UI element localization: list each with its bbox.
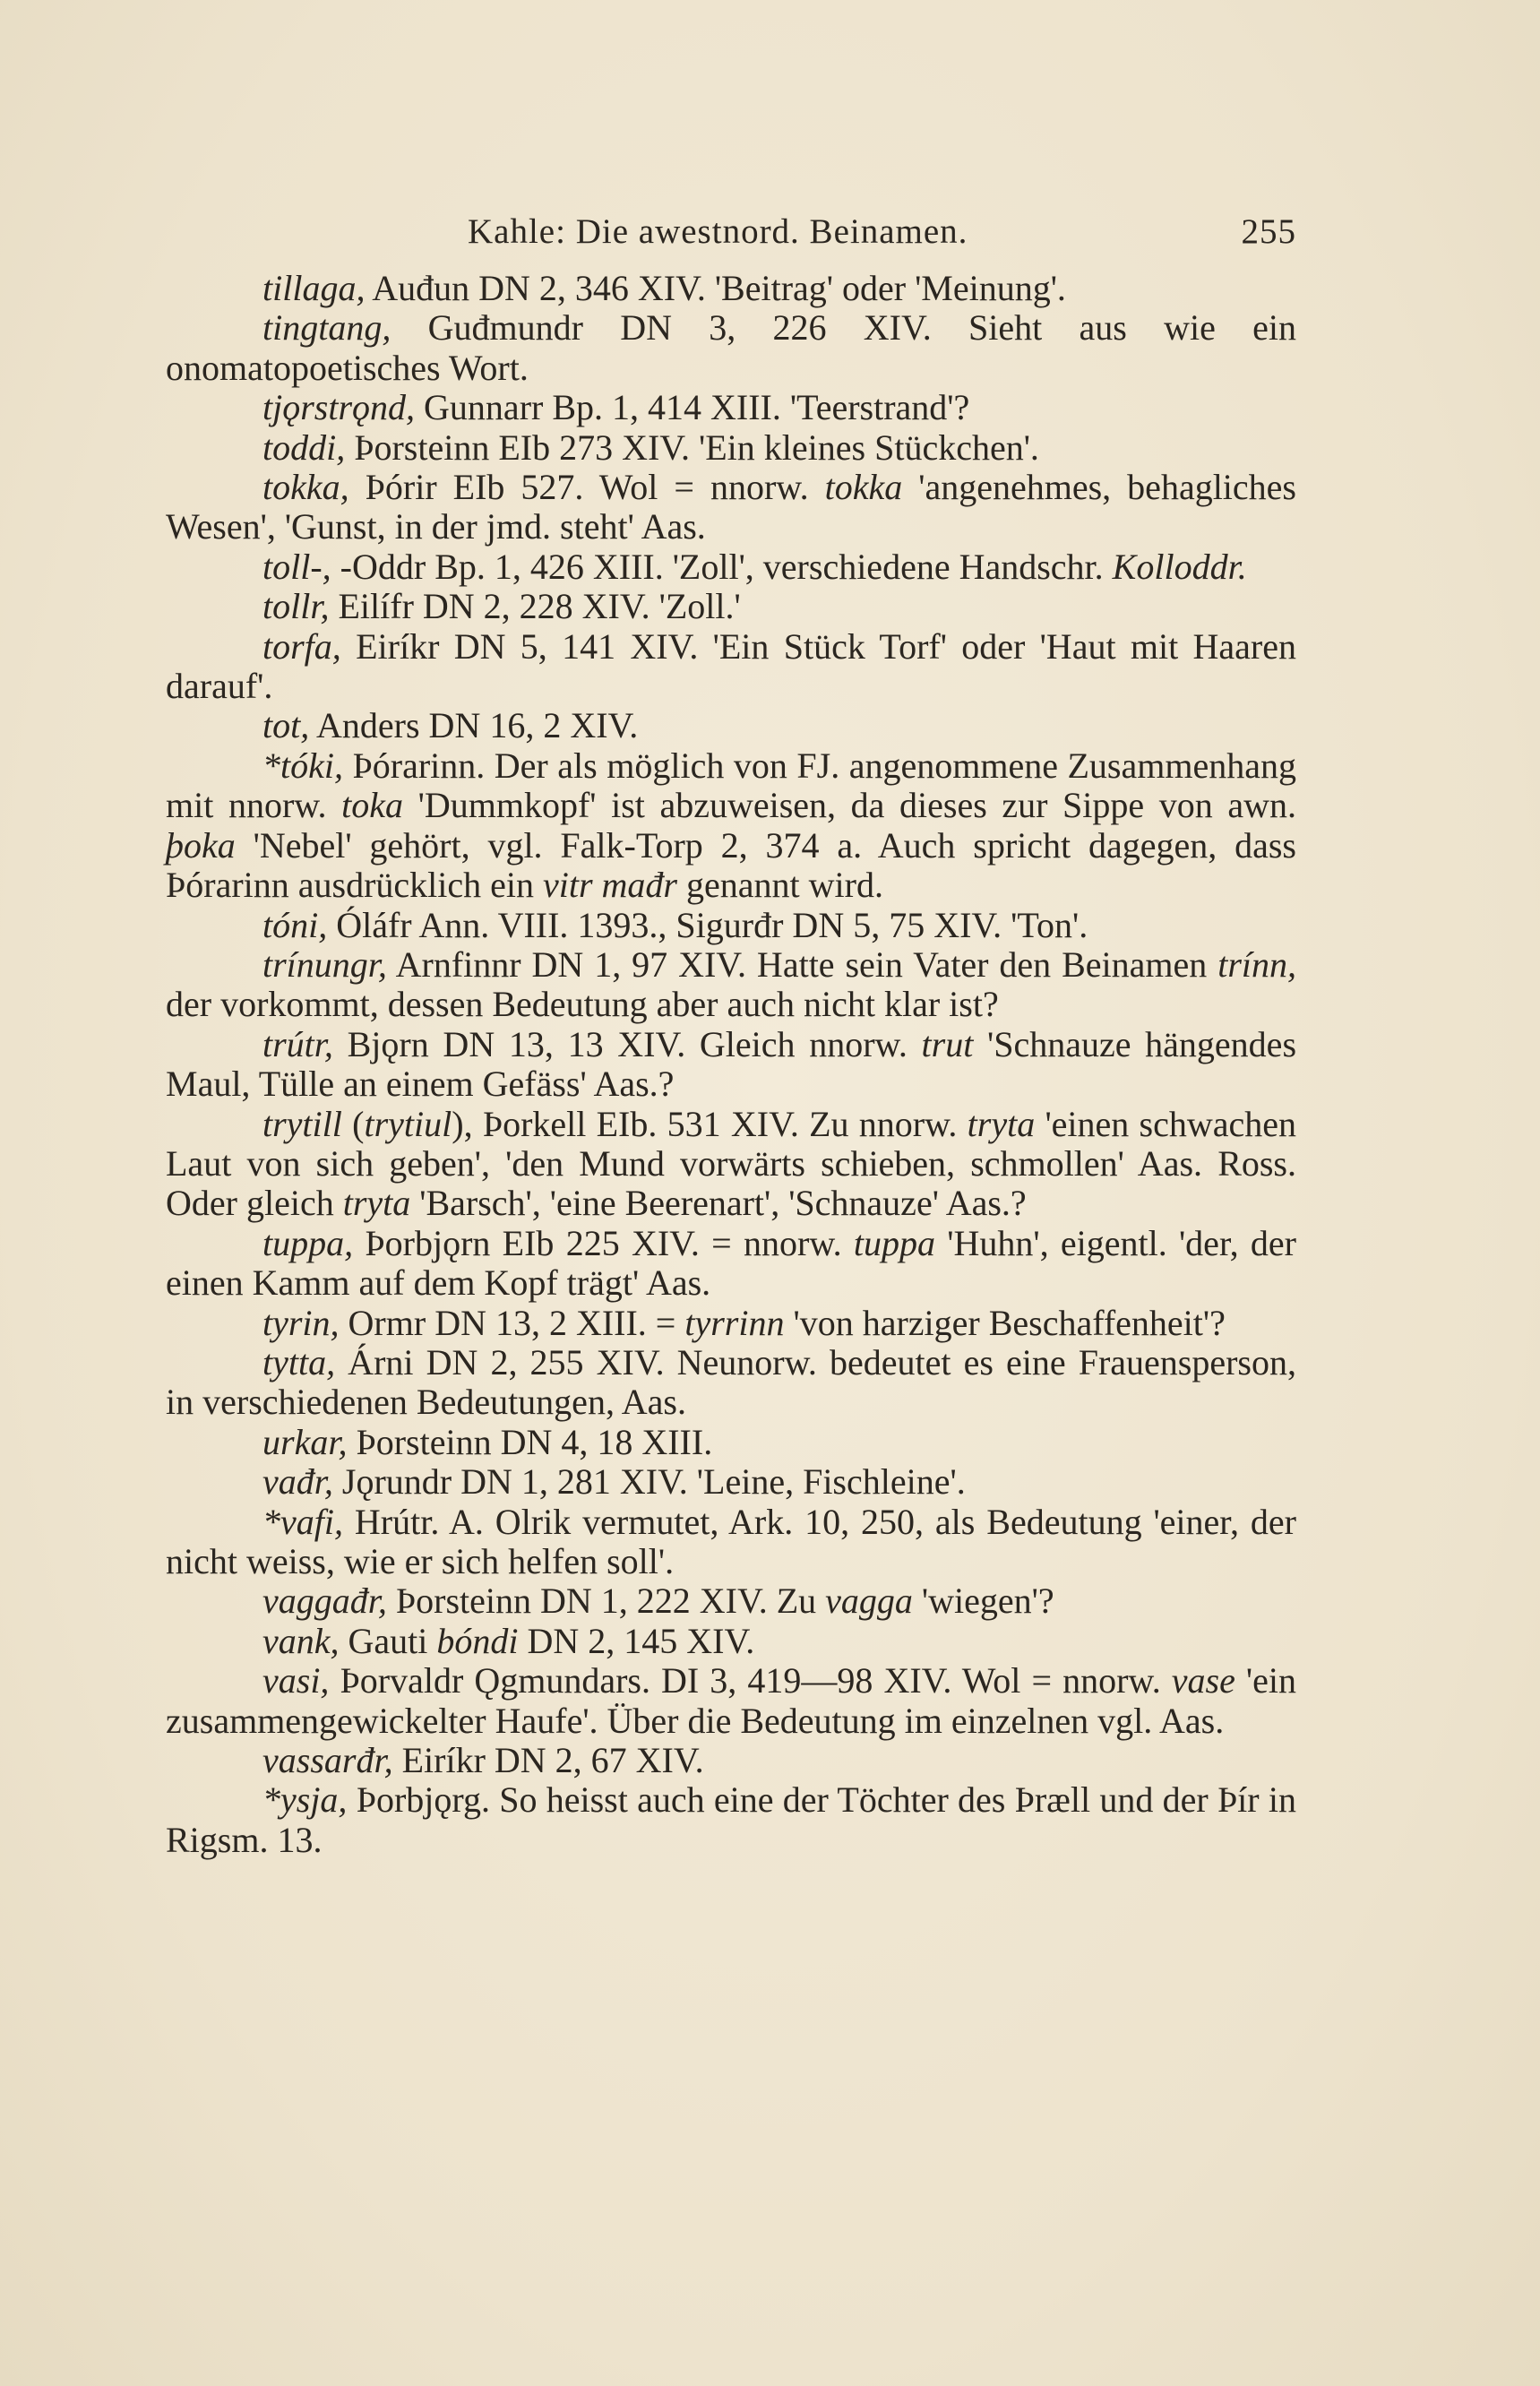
entry-italic: bóndi bbox=[436, 1620, 519, 1661]
entry-text: Gauti bbox=[339, 1620, 437, 1661]
dictionary-entry bbox=[166, 308, 1296, 388]
dictionary-entry bbox=[166, 1025, 1296, 1105]
entry-text: der vorkommt, dessen Bedeutung aber auch nicht klar ist? bbox=[166, 984, 999, 1025]
entry-text: 'wiegen'? bbox=[912, 1581, 1054, 1622]
entry-text: Þorbjǫrn EIb 225 XIV. = nnorw. bbox=[353, 1222, 854, 1263]
dictionary-entry bbox=[166, 706, 1296, 745]
entry-headword: vasi, bbox=[262, 1660, 330, 1701]
running-header bbox=[468, 211, 1296, 256]
entry-text: 'Dummkopf' ist abzuweisen, da dieses zur Sippe von awn. bbox=[403, 785, 1296, 826]
entry-text: 'von harziger Beschaffenheit'? bbox=[784, 1302, 1226, 1343]
dictionary-entry bbox=[166, 1423, 1296, 1462]
dictionary-entry bbox=[166, 1224, 1296, 1304]
dictionary-entry bbox=[166, 269, 1296, 308]
entry-text: Ormr DN 13, 2 XIII. = bbox=[339, 1302, 685, 1343]
entry-text: Anders DN 16, 2 XIV. bbox=[309, 705, 639, 746]
header-title: Kahle: Die awestnord. Beinamen. bbox=[468, 212, 968, 251]
entry-headword: tollr, bbox=[262, 586, 330, 627]
entry-text: Eiríkr DN 2, 67 XIV. bbox=[392, 1740, 704, 1781]
entry-headword: *vafi, bbox=[262, 1501, 343, 1542]
entry-headword: vank, bbox=[262, 1620, 340, 1661]
entry-text: 'Huhn', eigentl. 'der, der einen Kamm auf dem Kopf trägt' Aas. bbox=[166, 1222, 1297, 1304]
dictionary-entry bbox=[166, 1343, 1296, 1423]
entry-headword: toddi, bbox=[262, 426, 346, 468]
entry-headword: trínungr, bbox=[262, 943, 387, 985]
entry-headword: urkar, bbox=[262, 1421, 348, 1462]
dictionary-entry bbox=[166, 1622, 1296, 1661]
entry-italic: þoka bbox=[166, 824, 236, 866]
entry-text: Óláfr Ann. VIII. 1393., Sigurđr DN 5, 75 XIV. 'Ton'. bbox=[327, 904, 1088, 945]
entry-headword: toll-, bbox=[262, 546, 331, 587]
entry-italic: tokka bbox=[824, 467, 903, 508]
entry-text: DN 2, 145 XIV. bbox=[518, 1620, 755, 1661]
dictionary-entry bbox=[166, 547, 1296, 587]
entry-text: Þorbjǫrg. So heisst auch eine der Töchter des Þræll und der Þír in Rigsm. 13. bbox=[166, 1779, 1296, 1860]
dictionary-entry bbox=[166, 1503, 1296, 1582]
entry-headword: vassarđr, bbox=[262, 1740, 393, 1781]
entry-text: Þórarinn. Der als möglich von FJ. angenommene Zusammenhang mit nnorw. bbox=[166, 745, 1296, 826]
entry-headword: tytta, bbox=[262, 1341, 336, 1383]
dictionary-entry bbox=[166, 906, 1296, 945]
entry-text: genannt wird. bbox=[677, 865, 883, 906]
entry-headword: trytill bbox=[262, 1103, 342, 1144]
entry-italic: trínn, bbox=[1217, 943, 1296, 985]
entry-text: Þorsteinn EIb 273 XIV. 'Ein kleines Stückchen'. bbox=[345, 426, 1039, 468]
dictionary-entries bbox=[166, 269, 1296, 1860]
entry-headword: tot, bbox=[262, 705, 310, 746]
entry-text: Guđmundr DN 3, 226 XIV. Sieht aus wie ein onomatopoetisches Wort. bbox=[166, 307, 1296, 388]
entry-text: Hrútr. A. Olrik vermutet, Ark. 10, 250, als Bedeutung 'einer, der nicht weiss, wie er sich helfen soll'. bbox=[166, 1501, 1296, 1581]
dictionary-entry bbox=[166, 746, 1296, 906]
entry-italic: vagga bbox=[825, 1581, 913, 1622]
dictionary-entry bbox=[166, 1105, 1296, 1224]
entry-text: Eiríkr DN 5, 141 XIV. 'Ein Stück Torf' oder 'Haut mit Haaren darauf'. bbox=[166, 625, 1296, 707]
dictionary-entry bbox=[166, 388, 1296, 427]
dictionary-entry bbox=[166, 627, 1296, 707]
entry-text: Gunnarr Bp. 1, 414 XIII. 'Teerstrand'? bbox=[415, 387, 970, 428]
entry-italic: tryta bbox=[342, 1183, 411, 1224]
entry-text: ( bbox=[341, 1103, 365, 1144]
entry-italic: tuppa bbox=[853, 1222, 936, 1263]
entry-headword: *tóki, bbox=[262, 745, 343, 786]
entry-headword: vaggađr, bbox=[262, 1581, 387, 1622]
entry-headword: tillaga, bbox=[262, 268, 366, 308]
dictionary-entry bbox=[166, 1581, 1296, 1621]
entry-text: Auđun DN 2, 346 XIV. 'Beitrag' oder 'Meinung'. bbox=[365, 268, 1066, 308]
dictionary-entry bbox=[166, 468, 1296, 547]
dictionary-entry bbox=[166, 587, 1296, 626]
entry-italic: trut bbox=[921, 1023, 974, 1064]
dictionary-entry bbox=[166, 1780, 1296, 1860]
entry-italic: Kolloddr. bbox=[1112, 546, 1247, 587]
dictionary-entry bbox=[166, 1304, 1296, 1343]
entry-text: Jǫrundr DN 1, 281 XIV. 'Leine, Fischleine'. bbox=[332, 1461, 966, 1503]
entry-headword: tyrin, bbox=[262, 1302, 340, 1343]
entry-headword: *ysja, bbox=[262, 1779, 348, 1821]
entry-headword: tjǫrstrǫnd, bbox=[262, 387, 416, 428]
entry-text: ), Þorkell EIb. 531 XIV. Zu nnorw. bbox=[452, 1103, 968, 1144]
dictionary-entry bbox=[166, 1661, 1296, 1741]
entry-italic: vase bbox=[1171, 1660, 1235, 1701]
entry-headword: trútr, bbox=[262, 1023, 333, 1064]
entry-text: Árni DN 2, 255 XIV. Neunorw. bedeutet es eine Frauensperson, in verschiedenen Bedeutungen, Aas. bbox=[166, 1341, 1296, 1423]
entry-headword: tóni, bbox=[262, 904, 328, 945]
entry-text: Bjǫrn DN 13, 13 XIV. Gleich nnorw. bbox=[332, 1023, 922, 1064]
entry-headword: tuppa, bbox=[262, 1222, 354, 1263]
entry-italic: vitr mađr bbox=[543, 865, 677, 906]
entry-headword: torfa, bbox=[262, 625, 341, 667]
entry-italic: toka bbox=[341, 785, 404, 826]
entry-text: Þórir EIb 527. Wol = nnorw. bbox=[348, 467, 825, 508]
entry-headword: tingtang, bbox=[262, 307, 391, 349]
entry-headword: tokka, bbox=[262, 467, 349, 508]
page-number: 255 bbox=[1241, 212, 1296, 251]
entry-text: 'Schnauze hängendes Maul, Tülle an einem Gefäss' Aas.? bbox=[166, 1023, 1297, 1105]
entry-text: Þorsteinn DN 4, 18 XIII. bbox=[347, 1421, 713, 1462]
entry-text: Þorsteinn DN 1, 222 XIV. Zu bbox=[386, 1581, 826, 1622]
entry-italic: tyrrinn bbox=[684, 1302, 785, 1343]
entry-text: -Oddr Bp. 1, 426 XIII. 'Zoll', verschiedene Handschr. bbox=[331, 546, 1113, 587]
dictionary-entry bbox=[166, 945, 1296, 1025]
dictionary-entry bbox=[166, 1741, 1296, 1780]
entry-text: Eilífr DN 2, 228 XIV. 'Zoll.' bbox=[329, 586, 741, 627]
entry-text: 'Nebel' gehört, vgl. Falk-Torp 2, 374 a. Auch spricht dagegen, dass Þórarinn ausdrücklich ein bbox=[166, 824, 1296, 906]
dictionary-entry bbox=[166, 428, 1296, 468]
entry-headword: vađr, bbox=[262, 1461, 333, 1503]
entry-text: 'angenehmes, behagliches Wesen', 'Gunst, in der jmd. steht' Aas. bbox=[166, 467, 1296, 547]
entry-italic: tryta bbox=[967, 1103, 1036, 1144]
dictionary-entry bbox=[166, 1462, 1296, 1502]
entry-italic: trytiul bbox=[364, 1103, 452, 1144]
entry-text: Arnfinnr DN 1, 97 XIV. Hatte sein Vater den Beinamen bbox=[386, 943, 1218, 985]
entry-text: 'ein zusammengewickelter Haufe'. Über die Bedeutung im einzelnen vgl. Aas. bbox=[166, 1660, 1297, 1741]
entry-text: 'Barsch', 'eine Beerenart', 'Schnauze' Aas.? bbox=[410, 1183, 1027, 1224]
entry-text: Þorvaldr Ǫgmundars. DI 3, 419—98 XIV. Wol = nnorw. bbox=[329, 1660, 1172, 1701]
entry-text: 'einen schwachen Laut von sich geben', 'den Mund vorwärts schieben, schmollen' Aas. Ross. Oder gleich bbox=[166, 1103, 1296, 1224]
